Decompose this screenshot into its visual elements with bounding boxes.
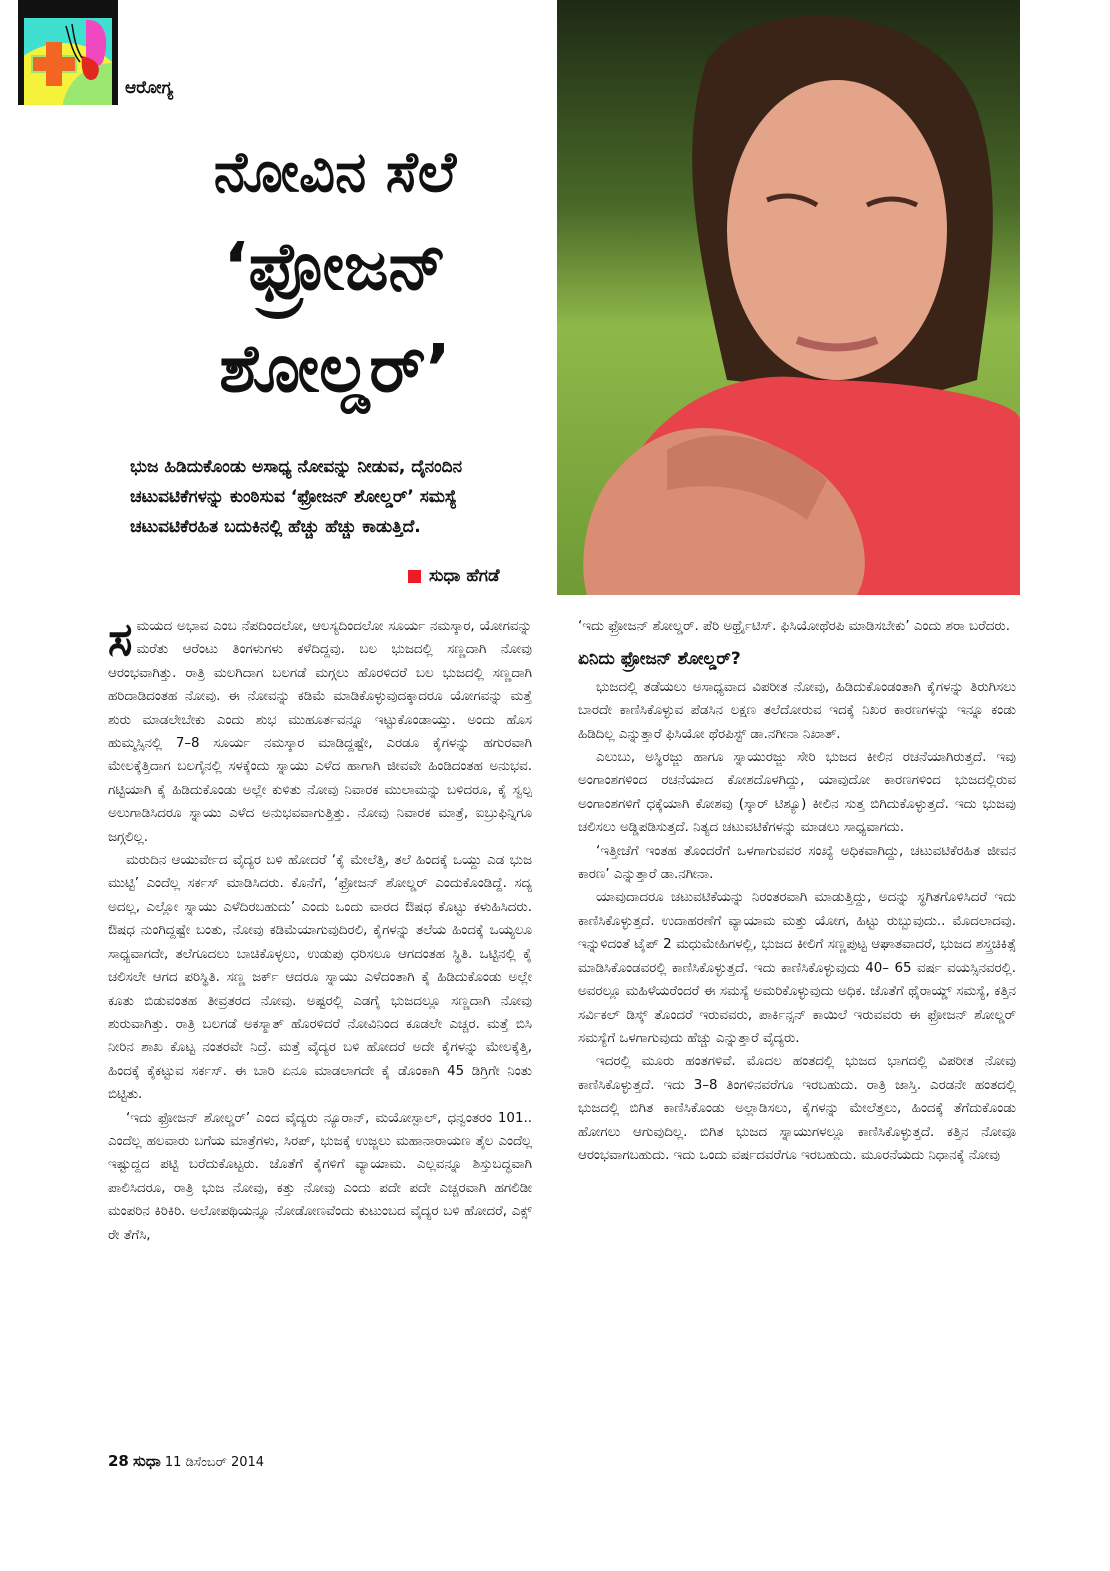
body-paragraph: ಮರುದಿನ ಆಯುರ್ವೇದ ವೈದ್ಯರ ಬಳಿ ಹೋದರೆ ‘ಕೈ ಮೇಲೆತ್ತಿ, ತಲೆ ಹಿಂದಕ್ಕೆ ಒಯ್ದು ಎಡ ಭುಜ ಮುಟ್ಟಿ’ ಎಂದೆಲ್ಲ ಸರ್ಕಸ್ ಮಾಡಿಸಿದರು. ಕೊನೆಗೆ, ‘ಫ್ರೋಜನ್ ಶೋಲ್ಡರ್ ಎಂದುಕೊಂಡಿದ್ದೆ. ಸದ್ಯ ಅದಲ್ಲ, ಎಲ್ಲೋ ಸ್ನಾಯು ಎಳೆದಿರಬಹುದು’ ಎಂದು ಒಂದು ವಾರದ ಔಷಧ ಕೊಟ್ಟು ಕಳುಹಿಸಿದರು. ಔಷಧ ನುಂಗಿದ್ದಷ್ಟೇ ಬಂತು, ನೋವು ಕಡಿಮೆಯಾಗುವುದಿರಲಿ, ಕೈಗಳನ್ನು ತಲೆಯ ಹಿಂದಕ್ಕೆ ಒಯ್ಯಲೂ ಸಾಧ್ಯವಾಗದೇ, ತಲೆಗೂದಲು ಬಾಚಿಕೊಳ್ಳಲು, ಉಡುಪು ಧರಿಸಲೂ ಆಗದಂತಹ ಸ್ಥಿತಿ. ಒಟ್ಟಿನಲ್ಲಿ ಕೈ ಚಲಿಸಲೇ ಆಗದ ಪರಿಸ್ಥಿತಿ. ಸಣ್ಣ ಜರ್ಕ್ ಆದರೂ ಸ್ನಾಯು ಎಳೆದಂತಾಗಿ ಕೈ ಹಿಡಿದುಕೊಂಡು ಅಲ್ಲೇ ಕೂತು ಬಿಡುವಂತಹ ತೀವ್ರತರದ ನೋವು. ಅಷ್ಟರಲ್ಲಿ ಎಡಗೈ ಭುಜದಲ್ಲೂ ಸಣ್ಣದಾಗಿ ನೋವು ಶುರುವಾಗಿತ್ತು. ರಾತ್ರಿ ಬಲಗಡೆ ಅಕಸ್ಮಾತ್ ಹೊರಳಿದರೆ ನೋವಿನಿಂದ ಕೂಡಲೇ ಎಚ್ಚರ. ಮತ್ತೆ ಬಿಸಿ ನೀರಿನ ಶಾಖ ಕೊಟ್ಟ ನಂತರವೇ ನಿದ್ರೆ. ಮತ್ತೆ ವೈದ್ಯರ ಬಳಿ ಹೋದರೆ ಅದೇ ಕೈಗಳನ್ನು ಮೇಲಕ್ಕೆತ್ತಿ, ಹಿಂದಕ್ಕೆ ಕೈಕಟ್ಟುವ ಸರ್ಕಸ್. ಈ ಬಾರಿ ಏನೂ ಮಾಡಲಾಗದೇ ಕೈ ಡೊಂಕಾಗಿ 45 ಡಿಗ್ರಿಗೇ ನಿಂತು ಬಿಟ್ಟಿತು. bbox=[108, 853, 532, 1103]
issue-date: 11 ಡಿಸೆಂಬರ್ 2014 bbox=[164, 1455, 265, 1470]
woman-holding-shoulder-photo bbox=[557, 0, 1020, 595]
page-number: 28 bbox=[108, 1452, 129, 1470]
headline-line-3: ಶೋಲ್ಡರ್’ bbox=[219, 330, 451, 407]
headline-line-1: ನೋವಿನ ಸೆಲೆ bbox=[213, 140, 457, 205]
body-paragraph: ‘ಇದು ಫ್ರೋಜನ್ ಶೋಲ್ಡರ್. ಪೆರಿ ಅರ್ಥ್ರೈಟಿಸ್. ಫಿಸಿಯೋಥೆರಪಿ ಮಾಡಿಸಬೇಕು’ ಎಂದು ಶರಾ ಬರೆದರು. bbox=[578, 619, 1010, 634]
body-paragraph: ‘ಇತ್ತೀಚೆಗೆ ಇಂತಹ ತೊಂದರೆಗೆ ಒಳಗಾಗುವವರ ಸಂಖ್ಯೆ ಅಧಿಕವಾಗಿದ್ದು, ಚಟುವಟಿಕೆರಹಿತ ಜೀವನ ಕಾರಣ’ ಎನ್ನುತ್ತಾರೆ ಡಾ.ನಗೀನಾ. bbox=[578, 843, 1016, 883]
body-paragraph: ಎಲುಬು, ಅಸ್ಥಿರಜ್ಜು ಹಾಗೂ ಸ್ನಾಯುರಜ್ಜು ಸೇರಿ ಭುಜದ ಕೀಲಿನ ರಚನೆಯಾಗಿರುತ್ತದೆ. ಇವು ಅಂಗಾಂಶಗಳಿಂದ ರಚನೆಯಾದ ಕೋಶದೊಳಗಿದ್ದು, ಯಾವುದೋ ಕಾರಣಗಳಿಂದ ಭುಜದಲ್ಲಿರುವ ಅಂಗಾಂಶಗಳಿಗೆ ಧಕ್ಕೆಯಾಗಿ ಕೋಶವು (ಸ್ಕಾರ್ ಟಿಶ್ಯೂ) ಕೀಲಿನ ಸುತ್ತ ಬಿಗಿದುಕೊಳ್ಳುತ್ತದೆ. ಇದು ಭುಜವು ಚಲಿಸಲು ಅಡ್ಡಿಪಡಿಸುತ್ತದೆ. ನಿತ್ಯದ ಚಟುವಟಿಕೆಗಳನ್ನು ಮಾಡಲು ಸಾಧ್ಯವಾಗದು. bbox=[578, 750, 1016, 836]
section-label: ಆರೋಗ್ಯ bbox=[125, 78, 174, 98]
body-paragraph: ‘ಇದು ಫ್ರೋಜನ್ ಶೋಲ್ಡರ್’ ಎಂದ ವೈದ್ಯರು ನ್ಯೂರಾನ್, ಮಯೋಸ್ಪಾಲ್, ಧನ್ವಂತರಂ 101.. ಎಂದೆಲ್ಲ ಹಲವಾರು ಬಗೆಯ ಮಾತ್ರೆಗಳು, ಸಿರಪ್, ಭುಜಕ್ಕೆ ಉಜ್ಜಲು ಮಹಾನಾರಾಯಣ ತೈಲ ಎಂದೆಲ್ಲ ಇಷ್ಟುದ್ದದ ಪಟ್ಟಿ ಬರೆದುಕೊಟ್ಟರು. ಜೊತೆಗೆ ಕೈಗಳಿಗೆ ವ್ಯಾಯಾಮ. ಎಲ್ಲವನ್ನೂ ಶಿಸ್ತುಬದ್ಧವಾಗಿ ಪಾಲಿಸಿದರೂ, ರಾತ್ರಿ ಭುಜ ನೋವು, ಕತ್ತು ನೋವು ಎಂದು ಪದೇ ಪದೇ ಎಚ್ಚರವಾಗಿ ಹಗಲಿಡೀ ಮಂಪರಿನ ಕಿರಿಕಿರಿ. ಅಲೋಪಥಿಯನ್ನೂ ನೋಡೋಣವೆಂದು ಕುಟುಂಬದ ವೈದ್ಯರ ಬಳಿ ಹೋದರೆ, ಎಕ್ಸ್ ರೇ ತೆಗೆಸಿ, bbox=[108, 1110, 532, 1243]
byline bbox=[408, 566, 500, 586]
section-logo bbox=[18, 0, 118, 105]
article-deck: ಭುಜ ಹಿಡಿದುಕೊಂಡು ಅಸಾಧ್ಯ ನೋವನ್ನು ನೀಡುವ, ದೈನಂದಿನ ಚಟುವಟಿಕೆಗಳನ್ನು ಕುಂಠಿಸುವ ‘ಫ್ರೋಜನ್ ಶೋಲ್ಡರ್’ ಸಮಸ್ಯೆ ಚಟುವಟಿಕೆರಹಿತ ಬದುಕಿನಲ್ಲಿ ಹೆಚ್ಚು ಹೆಚ್ಚು ಕಾಡುತ್ತಿದೆ. bbox=[130, 457, 463, 537]
article-column-right bbox=[578, 615, 1016, 1167]
subheading: ಏನಿದು ಫ್ರೋಜನ್ ಶೋಲ್ಡರ್? bbox=[578, 649, 741, 670]
body-paragraph: ಭುಜದಲ್ಲಿ ತಡೆಯಲು ಅಸಾಧ್ಯವಾದ ವಿಪರೀತ ನೋವು, ಹಿಡಿದುಕೊಂಡಂತಾಗಿ ಕೈಗಳನ್ನು ತಿರುಗಿಸಲು ಬಾರದೇ ಕಾಣಿಸಿಕೊಳ್ಳುವ ಪೆಡಸಿನ ಲಕ್ಷಣ ತಲೆದೋರುವ ಇದಕ್ಕೆ ನಿಖರ ಕಾರಣಗಳನ್ನು ಇನ್ನೂ ಕಂಡು ಹಿಡಿದಿಲ್ಲ ಎನ್ನುತ್ತಾರೆ ಫಿಸಿಯೋ ಥೆರಪಿಸ್ಟ್ ಡಾ.ನಗೀನಾ ನಿಖಾತ್. bbox=[578, 679, 1016, 742]
page-footer bbox=[108, 1452, 264, 1470]
red-square-icon bbox=[408, 570, 421, 583]
drop-cap: ಸ bbox=[108, 612, 133, 666]
author-name: ಸುಧಾ ಹೆಗಡೆ bbox=[429, 566, 500, 586]
article-column-left bbox=[108, 612, 532, 1247]
body-paragraph: ಯಾವುದಾದರೂ ಚಟುವಟಿಕೆಯನ್ನು ನಿರಂತರವಾಗಿ ಮಾಡುತ್ತಿದ್ದು, ಅದನ್ನು ಸ್ಥಗಿತಗೊಳಿಸಿದರೆ ಇದು ಕಾಣಿಸಿಕೊಳ್ಳುತ್ತದೆ. ಉದಾಹರಣೆಗೆ ವ್ಯಾಯಾಮ ಮತ್ತು ಯೋಗ, ಹಿಟ್ಟು ರುಬ್ಬುವುದು.. ಮೊದಲಾದವು. ಇನ್ನುಳಿದಂತೆ ಟೈಪ್ 2 ಮಧುಮೇಹಿಗಳಲ್ಲಿ, ಭುಜದ ಕೀಲಿಗೆ ಸಣ್ಣಪುಟ್ಟ ಆಘಾತವಾದರೆ, ಭುಜದ ಶಸ್ತ್ರಚಿಕಿತ್ಸೆ ಮಾಡಿಸಿಕೊಂಡವರಲ್ಲಿ ಕಾಣಿಸಿಕೊಳ್ಳುತ್ತದೆ. ಇದು ಕಾಣಿಸಿಕೊಳ್ಳುವುದು 40– 65 ವರ್ಷ ವಯಸ್ಸಿನವರಲ್ಲಿ. ಅವರಲ್ಲೂ ಮಹಿಳೆಯರೆಂದರೆ ಈ ಸಮಸ್ಯೆ ಅಮರಿಕೊಳ್ಳುವುದು ಅಧಿಕ. ಜೊತೆಗೆ ಥೈರಾಯ್ಡ್ ಸಮಸ್ಯೆ, ಕತ್ತಿನ ಸರ್ವಿಕಲ್ ಡಿಸ್ಕ್ ತೊಂದರೆ ಇರುವವರು, ಪಾರ್ಕಿನ್ಸನ್ ಕಾಯಿಲೆ ಇರುವವರು ಈ ಫ್ರೋಜನ್ ಶೋಲ್ಡರ್ ಸಮಸ್ಯೆಗೆ ಒಳಗಾಗುವುದು ಹೆಚ್ಚು ಎನ್ನುತ್ತಾರೆ ವೈದ್ಯರು. bbox=[578, 890, 1016, 1046]
health-butterfly-logo-icon bbox=[24, 18, 112, 105]
body-paragraph: ಸಮಯದ ಅಭಾವ ಎಂಬ ನೆಪದಿಂದಲೋ, ಆಲಸ್ಯದಿಂದಲೋ ಸೂರ್ಯ ನಮಸ್ಕಾರ, ಯೋಗವನ್ನು ಮರೆತು ಆರೆಂಟು ತಿಂಗಳುಗಳು ಕಳೆದಿದ್ದವು. ಬಲ ಭುಜದಲ್ಲಿ ಸಣ್ಣದಾಗಿ ನೋವು ಆರಂಭವಾಗಿತ್ತು. ರಾತ್ರಿ ಮಲಗಿದಾಗ ಬಲಗಡೆ ಮಗ್ಗಲು ಹೊರಳಿದರೆ ಬಲ ಭುಜದಲ್ಲಿ ಸಣ್ಣದಾಗಿ ಹರಿದಾಡಿದಂತಹ ನೋವು. ಈ ನೋವನ್ನು ಕಡಿಮೆ ಮಾಡಿಕೊಳ್ಳುವುದಕ್ಕಾದರೂ ಯೋಗವನ್ನು ಮತ್ತೆ ಶುರು ಮಾಡಲೇಬೇಕು ಎಂದು ಶುಭ ಮುಹೂರ್ತವನ್ನೂ ಇಟ್ಟುಕೊಂಡಾಯ್ತು. ಅಂದು ಹೊಸ ಹುಮ್ಮಸ್ಸಿನಲ್ಲಿ 7–8 ಸೂರ್ಯ ನಮಸ್ಕಾರ ಮಾಡಿದ್ದಷ್ಟೇ, ಎರಡೂ ಕೈಗಳನ್ನು ಹಗುರವಾಗಿ ಮೇಲಕ್ಕೆತ್ತಿದಾಗ ಬಲಗೈನಲ್ಲಿ ಸಳಕ್ಕೆಂದು ಸ್ನಾಯು ಎಳೆದ ಹಾಗಾಗಿ ಜೀವವೇ ಹಿಂಡಿದಂತಹ ಅನುಭವ. ಗಟ್ಟಿಯಾಗಿ ಕೈ ಹಿಡಿದುಕೊಂಡು ಅಲ್ಲೇ ಕುಳಿತು ನೋವು ನಿವಾರಕ ಮುಲಾಮನ್ನು ಬಳಿದರೂ, ಕೈ ಸ್ವಲ್ಪ ಅಲುಗಾಡಿಸಿದರೂ ಸ್ನಾಯು ಎಳೆದ ಅನುಭವವಾಗುತ್ತಿತ್ತು. ನೋವು ನಿವಾರಕ ಮಾತ್ರೆ, ಐಬ್ರುಫಿನ್ನಿಗೂ ಜಗ್ಗಲಿಲ್ಲ. bbox=[108, 612, 532, 845]
magazine-name: ಸುಧಾ bbox=[133, 1452, 161, 1470]
headline-line-2: ‘ಫ್ರೋಜನ್ bbox=[223, 228, 447, 305]
body-paragraph: ಇದರಲ್ಲಿ ಮೂರು ಹಂತಗಳಿವೆ. ಮೊದಲ ಹಂತದಲ್ಲಿ ಭುಜದ ಭಾಗದಲ್ಲಿ ವಿಪರೀತ ನೋವು ಕಾಣಿಸಿಕೊಳ್ಳುತ್ತದೆ. ಇದು 3–8 ತಿಂಗಳಿನವರೆಗೂ ಇರಬಹುದು. ರಾತ್ರಿ ಜಾಸ್ತಿ. ಎರಡನೇ ಹಂತದಲ್ಲಿ ಭುಜದಲ್ಲಿ ಬಿಗಿತ ಕಾಣಿಸಿಕೊಂಡು ಅಲ್ಲಾಡಿಸಲು, ಕೈಗಳನ್ನು ಮೇಲೆತ್ತಲು, ಹಿಂದಕ್ಕೆ ತೆಗೆದುಕೊಂಡು ಹೋಗಲು ಆಗುವುದಿಲ್ಲ. ಬಿಗಿತ ಭುಜದ ಸ್ನಾಯುಗಳಲ್ಲೂ ಕಾಣಿಸಿಕೊಳ್ಳುತ್ತದೆ. ಕತ್ತಿನ ನೋವೂ ಆರಂಭವಾಗಬಹುದು. ಇದು ಒಂದು ವರ್ಷದವರೆಗೂ ಇರಬಹುದು. ಮೂರನೆಯದು ನಿಧಾನಕ್ಕೆ ನೋವು bbox=[578, 1054, 1016, 1163]
